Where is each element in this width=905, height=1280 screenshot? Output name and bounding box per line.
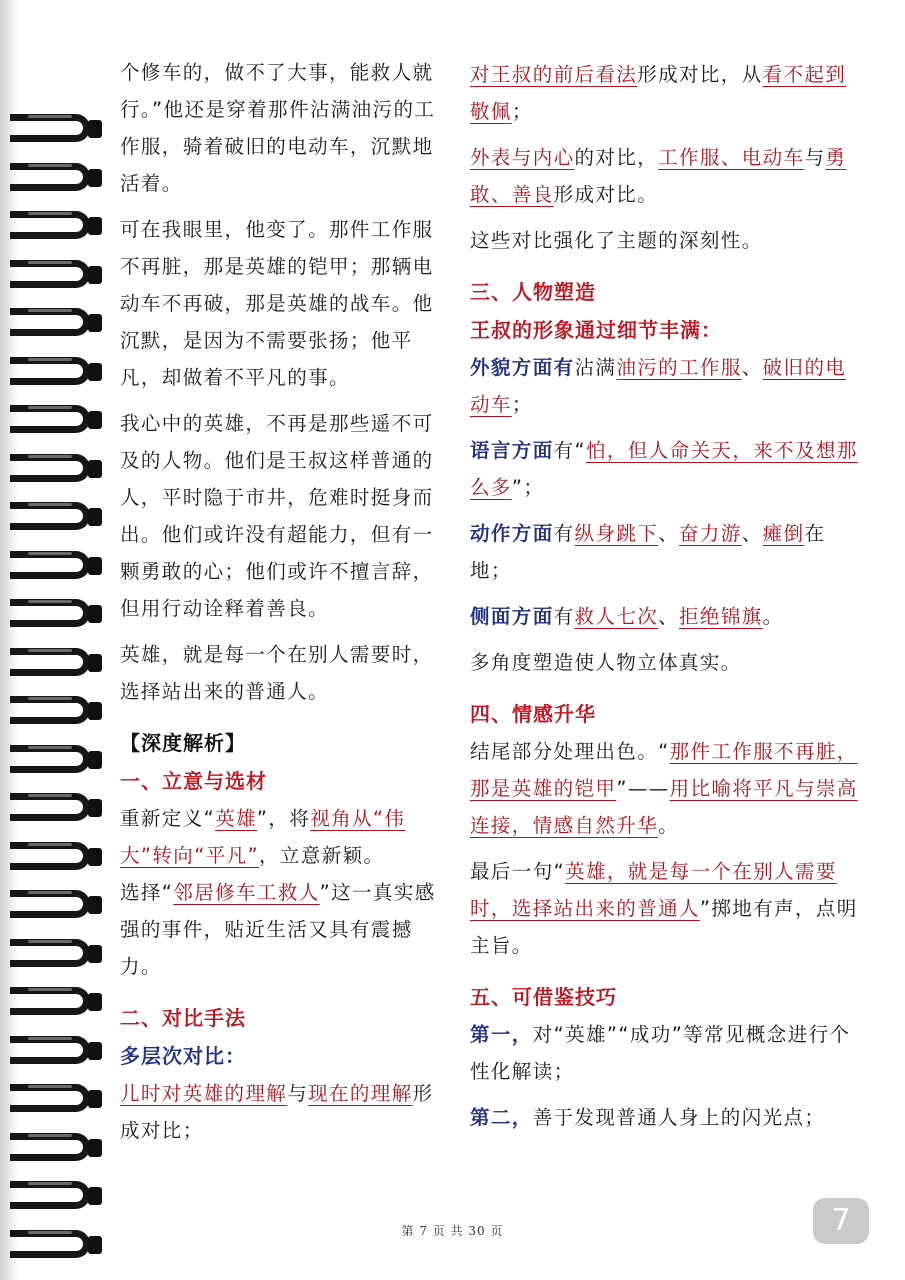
section-1-paragraph-1: 重新定义“英雄”，将视角从“伟大”转向“平凡”，立意新颖。: [120, 807, 406, 867]
binding-ring: [10, 789, 102, 825]
section-1-title: 一、立意与选材: [120, 769, 267, 793]
section-5-title: 五、可借鉴技巧: [470, 985, 617, 1009]
binding-ring: [10, 983, 102, 1019]
binding-ring: [10, 450, 102, 486]
binding-ring: [10, 595, 102, 631]
contrast-paragraph-2: 外表与内心的对比，工作服、电动车与勇敢、善良形成对比。: [470, 146, 847, 206]
section-2-paragraph-1: 儿时对英雄的理解与现在的理解形成对比；: [120, 1082, 434, 1142]
binding-ring: [10, 692, 102, 728]
character-summary: 多角度塑造使人物立体真实。: [470, 651, 742, 674]
section-3-title: 三、人物塑造: [470, 280, 596, 304]
binding-ring: [10, 353, 102, 389]
paragraph-3: 我心中的英雄，不再是那些遥不可及的人物。他们是王叔这样普通的人，平时隐于市井，危难时挺身而出。他们或许没有超能力，但有一颗勇敢的心；他们或许不擅言辞，但用行动诠释着善良。: [120, 412, 434, 620]
emotion-paragraph-1: 结尾部分处理出色。“那件工作服不再脏，那是英雄的铠甲”——用比喻将平凡与崇高连接，情感自然升华。: [470, 740, 858, 837]
section-3-subtitle: 王叔的形象通过细节丰满：: [470, 318, 722, 342]
binding-ring: [10, 838, 102, 874]
paragraph-1: 个修车的，做不了大事，能救人就行。”他还是穿着那件沾满油污的工作服，骑着破旧的电动车，沉默地活着。: [120, 61, 436, 195]
character-action: 动作方面有纵身跳下、奋力游、瘫倒在地；: [470, 522, 826, 582]
technique-1: 第一，对“英雄”“成功”等常见概念进行个性化解读；: [470, 1023, 851, 1083]
binding-ring: [10, 401, 102, 437]
binding-ring: [10, 159, 102, 195]
binding-ring: [10, 1080, 102, 1116]
binding-ring: [10, 207, 102, 243]
binding-ring: [10, 547, 102, 583]
binding-ring: [10, 304, 102, 340]
left-column: [120, 54, 448, 1149]
paragraph-4: 英雄，就是每一个在别人需要时，选择站出来的普通人。: [120, 643, 434, 703]
section-1-paragraph-2: 选择“邻居修车工救人”这一真实感强的事件，贴近生活又具有震撼力。: [120, 881, 436, 978]
binding-ring: [10, 1177, 102, 1213]
paragraph-2: 可在我眼里，他变了。那件工作服不再脏，那是英雄的铠甲；那辆电动车不再破，那是英雄的战车。他沉默，是因为不需要张扬；他平凡，却做着不平凡的事。: [120, 218, 434, 389]
contrast-summary: 这些对比强化了主题的深刻性。: [470, 229, 763, 252]
binding-ring: [10, 1032, 102, 1068]
page-footer: 第 7 页 共 30 页: [401, 1224, 504, 1238]
contrast-paragraph-1: 对王叔的前后看法形成对比，从看不起到敬佩；: [470, 63, 847, 123]
page-number-badge: 7: [813, 1198, 869, 1244]
binding-ring: [10, 886, 102, 922]
section-4-title: 四、情感升华: [470, 702, 596, 726]
binding-ring: [10, 1129, 102, 1165]
character-appearance: 外貌方面有沾满油污的工作服、破旧的电动车；: [470, 356, 847, 416]
character-side: 侧面方面有救人七次、拒绝锦旗。: [470, 605, 784, 628]
binding-ring: [10, 256, 102, 292]
right-column: [470, 56, 860, 1136]
binding-ring: [10, 741, 102, 777]
binding-ring: [10, 935, 102, 971]
technique-2: 第二，善于发现普通人身上的闪光点；: [470, 1106, 826, 1129]
spiral-binding: [0, 0, 110, 1280]
binding-ring: [10, 498, 102, 534]
section-2-subtitle: 多层次对比：: [120, 1044, 246, 1068]
analysis-title: 【深度解析】: [120, 731, 246, 755]
binding-ring: [10, 644, 102, 680]
emotion-paragraph-2: 最后一句“英雄，就是每一个在别人需要时，选择站出来的普通人”掷地有声，点明主旨。: [470, 860, 858, 957]
binding-ring: [10, 110, 102, 146]
character-language: 语言方面有“怕，但人命关天，来不及想那么多”；: [470, 439, 858, 499]
section-2-title: 二、对比手法: [120, 1006, 246, 1030]
